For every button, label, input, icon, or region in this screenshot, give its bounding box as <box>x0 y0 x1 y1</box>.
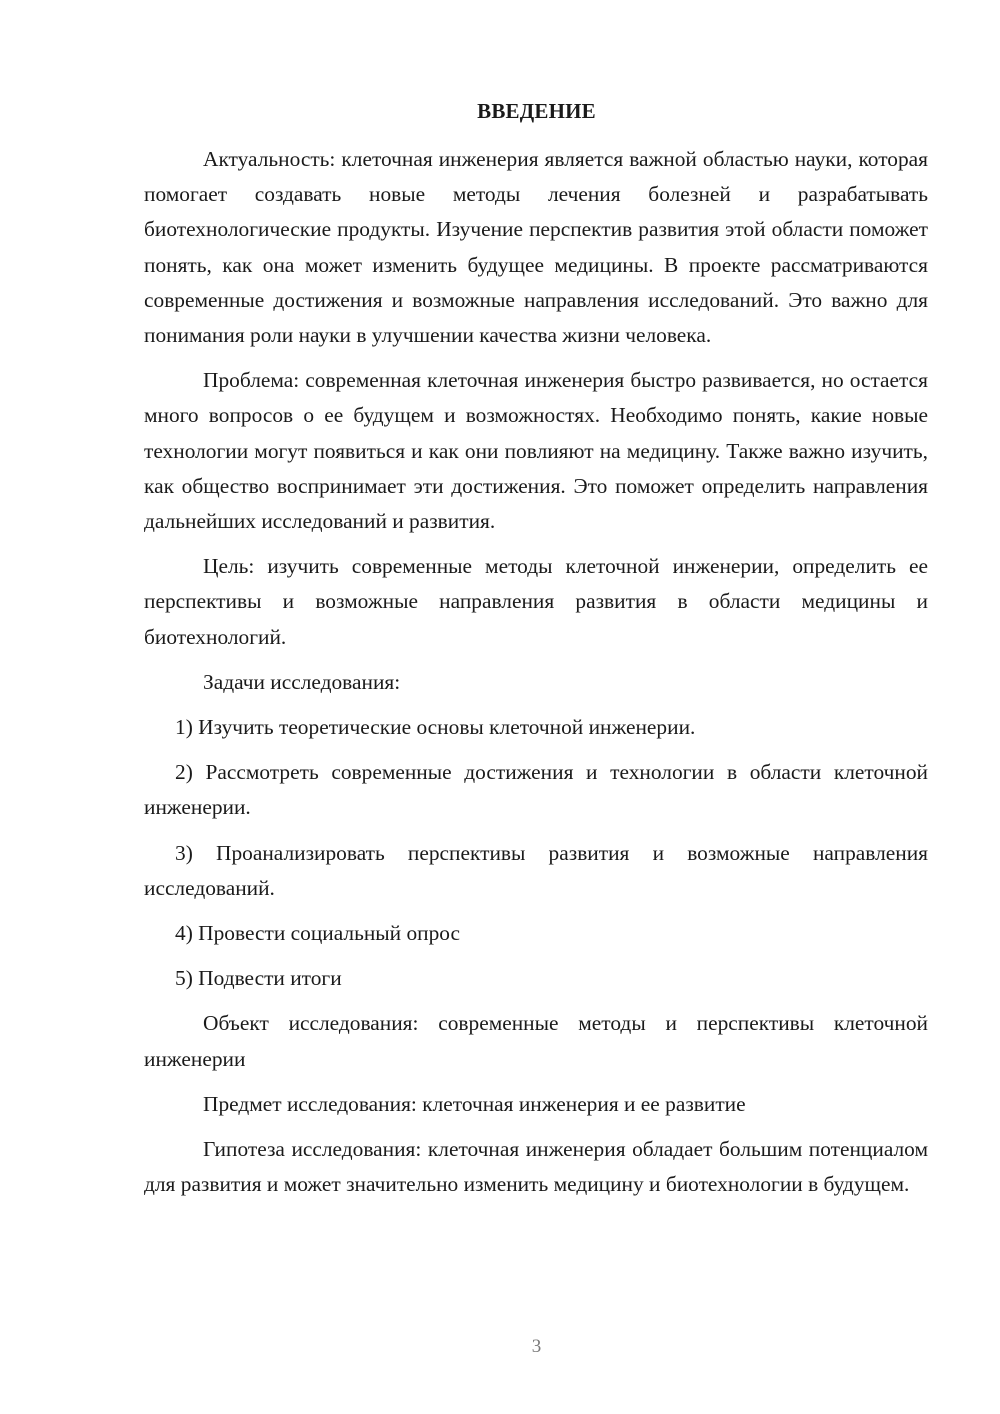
task-item-1: 1) Изучить теоретические основы клеточной инженерии. <box>175 715 696 740</box>
body-text <box>144 142 928 1202</box>
paragraph-object: Объект исследования: современные методы и перспективы клеточной инженерии <box>144 1011 928 1071</box>
paragraph-subject: Предмет исследования: клеточная инженерия и ее развитие <box>203 1091 746 1116</box>
task-item-2: 2) Рассмотреть современные достижения и технологии в области клеточной инженерии. <box>144 760 928 820</box>
paragraph-hypothesis: Гипотеза исследования: клеточная инженерия обладает большим потенциалом для развития и может значительно изменить медицину и биотехнологии в будущем. <box>144 1137 928 1197</box>
task-item-4: 4) Провести социальный опрос <box>175 921 461 946</box>
task-item-5: 5) Подвести итоги <box>175 966 342 991</box>
task-item-3: 3) Проанализировать перспективы развития и возможные направления исследований. <box>144 840 928 900</box>
page-number: 3 <box>531 1336 542 1357</box>
paragraph-problem: Проблема: современная клеточная инженерия быстро развивается, но остается много вопросов о ее будущем и возможностях. Необходимо понять, какие новые технологии могут появиться и как они повлияют на медицину. Также важно изучить, как общество воспринимает эти достижения. Это поможет определить направления дальнейших исследований и развития. <box>144 368 928 534</box>
paragraph-goal: Цель: изучить современные методы клеточной инженерии, определить ее перспективы и возможные направления развития в области медицины и биотехнологий. <box>144 554 928 649</box>
tasks-heading: Задачи исследования: <box>203 669 401 694</box>
paragraph-relevance: Актуальность: клеточная инженерия является важной областью науки, которая помогает создавать новые методы лечения болезней и разрабатывать биотехнологические продукты. Изучение перспектив развития этой области поможет понять, как она может изменить будущее медицины. В проекте рассматриваются современные достижения и возможные направления исследований. Это важно для понимания роли науки в улучшении качества жизни человека. <box>144 147 928 348</box>
section-title: ВВЕДЕНИЕ <box>477 99 596 123</box>
